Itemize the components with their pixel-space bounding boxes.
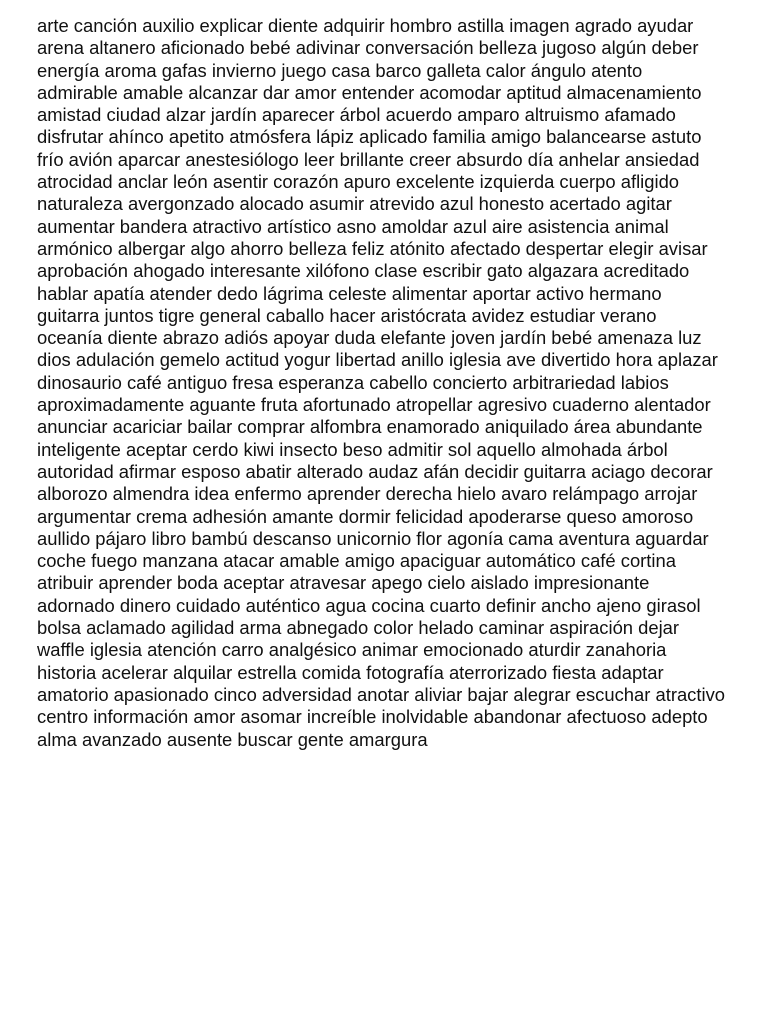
text-line: aullido pájaro libro bambú descanso unicornio flor agonía cama aventura aguardar (37, 527, 709, 549)
text-line: arte canción auxilio explicar diente adquirir hombro astilla imagen agrado ayudar (37, 15, 694, 36)
text-line: energía aroma gafas invierno juego casa barco galleta calor ángulo atento (37, 59, 643, 81)
text-line: waffle iglesia atención carro analgésico animar emocionado aturdir zanahoria (37, 639, 667, 661)
text-line: centro información amor asomar increíble inolvidable abandonar afectuoso adepto (37, 706, 708, 728)
text-line: autoridad afirmar esposo abatir alterado audaz afán decidir guitarra aciago decorar (37, 460, 713, 482)
text-line: bolsa aclamado agilidad arma abnegado color helado caminar aspiración dejar (37, 617, 680, 639)
text-line: disfrutar ahínco apetito atmósfera lápiz aplicado familia amigo balancearse astuto (37, 126, 702, 148)
text-line: coche fuego manzana atacar amable amigo apaciguar automático café cortina (37, 550, 676, 572)
text-line: hablar apatía atender dedo lágrima celeste alimentar aportar activo hermano (37, 282, 662, 304)
text-line: alborozo almendra idea enfermo aprender derecha hielo avaro relámpago arrojar (37, 483, 698, 505)
text-line: guitarra juntos tigre general caballo hacer aristócrata avidez estudiar verano (37, 304, 657, 326)
document-body (37, 15, 768, 751)
text-line: armónico albergar algo ahorro belleza feliz atónito afectado despertar elegir avisar (37, 237, 708, 259)
text-line: historia acelerar alquilar estrella comida fotografía aterrorizado fiesta adaptar (37, 661, 664, 683)
text-line: dios adulación gemelo actitud yogur libertad anillo iglesia ave divertido hora aplazar (37, 349, 718, 371)
text-line: atrocidad anclar león asentir corazón apuro excelente izquierda cuerpo afligido (37, 171, 680, 193)
text-line: aumentar bandera atractivo artístico asno amoldar azul aire asistencia animal (37, 215, 669, 237)
text-line: frío avión aparcar anestesiólogo leer brillante creer absurdo día anhelar ansiedad (37, 148, 700, 170)
text-line: aproximadamente aguante fruta afortunado atropellar agresivo cuaderno alentador (37, 394, 711, 416)
text-line: argumentar crema adhesión amante dormir felicidad apoderarse queso amoroso (37, 505, 694, 527)
text-line: inteligente aceptar cerdo kiwi insecto beso admitir sol aquello almohada árbol (37, 438, 668, 460)
text-line: oceanía diente abrazo adiós apoyar duda elefante joven jardín bebé amenaza luz (37, 327, 702, 349)
text-line: alma avanzado ausente buscar gente amargura (37, 728, 428, 750)
text-line: dinosaurio café antiguo fresa esperanza cabello concierto arbitrariedad labios (37, 371, 669, 393)
text-line: admirable amable alcanzar dar amor entender acomodar aptitud almacenamiento (37, 81, 702, 103)
text-line: amatorio apasionado cinco adversidad anotar aliviar bajar alegrar escuchar atractivo (37, 683, 725, 705)
text-line: adornado dinero cuidado auténtico agua cocina cuarto definir ancho ajeno girasol (37, 594, 701, 616)
text-line: naturaleza avergonzado alocado asumir atrevido azul honesto acertado agitar (37, 193, 672, 215)
text-line: atribuir aprender boda aceptar atravesar apego cielo aislado impresionante (37, 572, 650, 594)
text-line: anunciar acariciar bailar comprar alfombra enamorado aniquilado área abundante (37, 416, 703, 438)
text-line: amistad ciudad alzar jardín aparecer árbol acuerdo amparo altruismo afamado (37, 104, 676, 126)
text-line: aprobación ahogado interesante xilófono clase escribir gato algazara acreditado (37, 260, 690, 282)
text-line: arena altanero aficionado bebé adivinar conversación belleza jugoso algún deber (37, 37, 699, 59)
